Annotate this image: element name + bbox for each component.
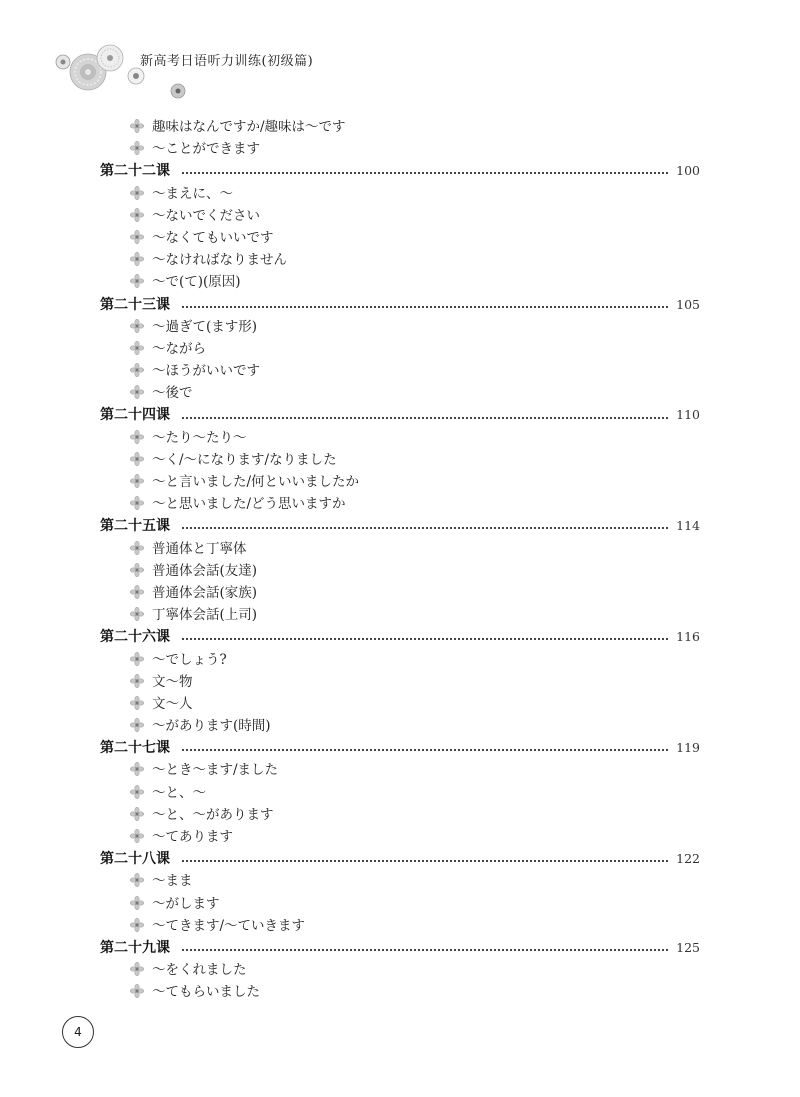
toc-item[interactable] <box>100 893 700 915</box>
toc-item-text: ～とき～ます/ました <box>152 762 279 779</box>
toc-item[interactable] <box>100 604 700 626</box>
flower-bullet-icon <box>130 319 144 333</box>
page-number: 4 <box>62 1016 94 1048</box>
flower-bullet-icon <box>130 962 144 976</box>
toc-item[interactable] <box>100 915 700 937</box>
flower-bullet-icon <box>130 918 144 932</box>
toc-item[interactable] <box>100 116 700 138</box>
flower-bullet-icon <box>130 208 144 222</box>
toc-item[interactable] <box>100 493 700 515</box>
toc-item[interactable] <box>100 804 700 826</box>
flower-bullet-icon <box>130 252 144 266</box>
toc-item-text: ～ながら <box>152 340 206 357</box>
toc-lesson-row[interactable] <box>100 937 700 959</box>
lesson-title: 第二十七课 <box>100 740 170 757</box>
flower-bullet-icon <box>130 430 144 444</box>
flower-bullet-icon <box>130 762 144 776</box>
lesson-page-number: 119 <box>676 740 700 756</box>
toc-item-text: ～があります(時間) <box>152 718 271 735</box>
toc-lesson-row[interactable] <box>100 160 700 182</box>
dot-leader <box>182 949 668 951</box>
flower-bullet-icon <box>130 541 144 555</box>
dot-leader <box>182 172 668 174</box>
flower-bullet-icon <box>130 496 144 510</box>
flower-bullet-icon <box>130 563 144 577</box>
lesson-page-number: 105 <box>676 296 700 312</box>
toc-item[interactable] <box>100 560 700 582</box>
flower-bullet-icon <box>130 452 144 466</box>
lesson-page-number: 114 <box>676 518 700 534</box>
toc-item[interactable] <box>100 538 700 560</box>
table-of-contents <box>100 116 700 1004</box>
flower-bullet-icon <box>130 341 144 355</box>
toc-item[interactable] <box>100 759 700 781</box>
toc-lesson-row[interactable] <box>100 404 700 426</box>
flower-bullet-icon <box>130 607 144 621</box>
lesson-title: 第二十五课 <box>100 518 170 535</box>
toc-item[interactable] <box>100 715 700 737</box>
toc-item[interactable] <box>100 671 700 693</box>
lesson-title: 第二十四课 <box>100 407 170 424</box>
toc-item[interactable] <box>100 183 700 205</box>
flower-bullet-icon <box>130 186 144 200</box>
toc-item-text: ～ことができます <box>152 141 260 158</box>
toc-item[interactable] <box>100 782 700 804</box>
toc-item[interactable] <box>100 382 700 404</box>
toc-item[interactable] <box>100 449 700 471</box>
toc-item-text: ～後で <box>152 385 193 402</box>
flower-bullet-icon <box>130 363 144 377</box>
flower-bullet-icon <box>130 230 144 244</box>
toc-item-text: ～てもらいました <box>152 984 260 1001</box>
flower-bullet-icon <box>130 718 144 732</box>
toc-item[interactable] <box>100 271 700 293</box>
dot-leader <box>182 417 668 419</box>
lesson-page-number: 110 <box>676 407 700 423</box>
lesson-title: 第二十九课 <box>100 939 170 956</box>
toc-lesson-row[interactable] <box>100 848 700 870</box>
toc-item-text: ～で(て)(原因) <box>152 274 241 291</box>
toc-item[interactable] <box>100 582 700 604</box>
toc-item-text: ～と思いました/どう思いますか <box>152 496 346 513</box>
toc-item[interactable] <box>100 360 700 382</box>
toc-item-text: ～てきます/～ていきます <box>152 917 306 934</box>
flower-bullet-icon <box>130 896 144 910</box>
flower-bullet-icon <box>130 674 144 688</box>
lesson-page-number: 122 <box>676 851 700 867</box>
flower-bullet-icon <box>130 829 144 843</box>
lesson-title: 第二十二课 <box>100 163 170 180</box>
toc-item-text: 普通体と丁寧体 <box>152 540 247 557</box>
toc-item-text: ～過ぎて(ます形) <box>152 318 258 335</box>
dot-leader <box>182 527 668 529</box>
flower-bullet-icon <box>130 807 144 821</box>
toc-item-text: ～まま <box>152 873 193 890</box>
lesson-page-number: 100 <box>676 163 700 179</box>
toc-item-text: 普通体会話(家族) <box>152 584 258 601</box>
toc-lesson-row[interactable] <box>100 626 700 648</box>
toc-item-text: ～ほうがいいです <box>152 363 260 380</box>
flower-bullet-icon <box>130 585 144 599</box>
flower-bullet-icon <box>130 652 144 666</box>
toc-item[interactable] <box>100 649 700 671</box>
toc-item-text: ～てあります <box>152 829 233 845</box>
toc-item[interactable] <box>100 316 700 338</box>
toc-item[interactable] <box>100 338 700 360</box>
toc-item-text: ～ないでください <box>152 207 260 224</box>
toc-item-text: ～なければなりません <box>152 252 287 269</box>
lesson-page-number: 116 <box>676 629 700 645</box>
toc-lesson-row[interactable] <box>100 294 700 316</box>
toc-item[interactable] <box>100 471 700 493</box>
toc-item[interactable] <box>100 959 700 981</box>
toc-item-text: ～たり～たり～ <box>152 429 247 446</box>
toc-item-text: 趣味はなんですか/趣味は～です <box>152 119 346 135</box>
lesson-page-number: 125 <box>676 939 700 955</box>
dot-leader <box>182 638 668 640</box>
flower-bullet-icon <box>130 385 144 399</box>
toc-item-text: 文～物 <box>152 673 193 690</box>
toc-lesson-row[interactable] <box>100 737 700 759</box>
book-title: 新高考日语听力训练(初级篇) <box>140 54 314 69</box>
flower-bullet-icon <box>130 141 144 155</box>
dot-leader <box>182 749 668 751</box>
lesson-title: 第二十六课 <box>100 629 170 646</box>
toc-item[interactable] <box>100 826 700 848</box>
toc-item-text: ～く/～になります/なりました <box>152 451 337 468</box>
toc-item-text: ～がします <box>152 895 220 912</box>
toc-item-text: ～なくてもいいです <box>152 229 274 246</box>
toc-item-text: 丁寧体会話(上司) <box>152 607 258 624</box>
toc-item-text: ～と言いました/何といいましたか <box>152 474 360 490</box>
flower-bullet-icon <box>130 984 144 998</box>
flower-bullet-icon <box>130 274 144 288</box>
lesson-title: 第二十八课 <box>100 851 170 868</box>
toc-item[interactable] <box>100 981 700 1003</box>
flower-bullet-icon <box>130 873 144 887</box>
toc-item[interactable] <box>100 693 700 715</box>
toc-item[interactable] <box>100 205 700 227</box>
toc-item-text: ～をくれました <box>152 962 247 979</box>
toc-item-text: 普通体会話(友達) <box>152 562 258 579</box>
flower-bullet-icon <box>130 785 144 799</box>
toc-item-text: ～まえに、～ <box>152 185 233 202</box>
toc-item-text: ～と、～ <box>152 784 206 801</box>
toc-item[interactable] <box>100 138 700 160</box>
toc-item-text: ～でしょう? <box>152 651 227 668</box>
toc-item[interactable] <box>100 870 700 892</box>
flower-bullet-icon <box>130 119 144 133</box>
toc-item-text: ～と、～があります <box>152 806 274 823</box>
toc-item[interactable] <box>100 227 700 249</box>
flower-bullet-icon <box>130 474 144 488</box>
lesson-title: 第二十三课 <box>100 296 170 313</box>
dot-leader <box>182 306 668 308</box>
toc-item[interactable] <box>100 427 700 449</box>
flower-bullet-icon <box>130 696 144 710</box>
toc-item[interactable] <box>100 249 700 271</box>
dot-leader <box>182 860 668 862</box>
toc-lesson-row[interactable] <box>100 515 700 537</box>
toc-item-text: 文～人 <box>152 695 193 712</box>
